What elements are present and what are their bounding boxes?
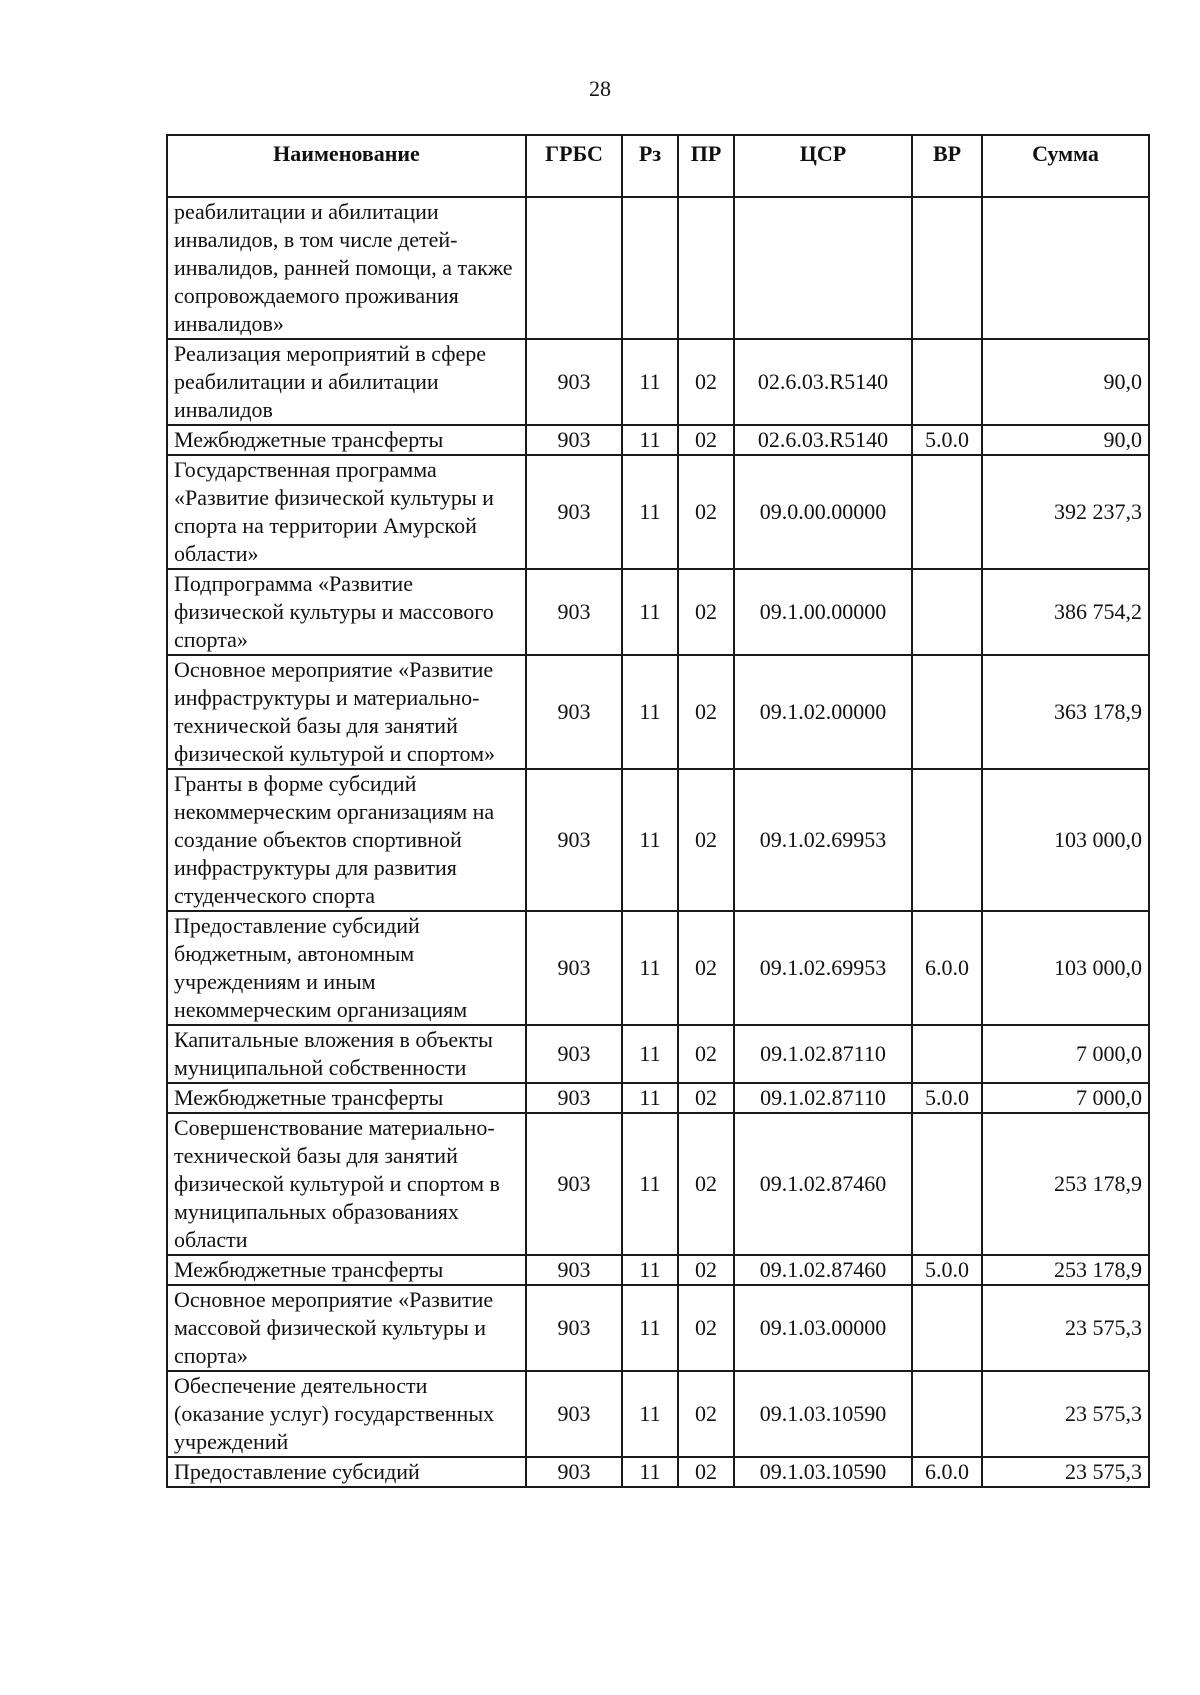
cell-pr: 02 <box>678 339 734 425</box>
cell-rz: 11 <box>622 425 678 455</box>
cell-vr <box>912 1371 982 1457</box>
cell-pr: 02 <box>678 1371 734 1457</box>
cell-vr <box>912 197 982 339</box>
cell-name: реабилитации и абилитации инвалидов, в том числе детей-инвалидов, ранней помощи, а также сопровождаемого проживания инвалидов» <box>167 197 526 339</box>
cell-csr: 09.1.02.69953 <box>734 911 912 1025</box>
cell-sum: 23 575,3 <box>982 1457 1149 1487</box>
cell-grbs: 903 <box>526 569 622 655</box>
cell-vr: 5.0.0 <box>912 425 982 455</box>
cell-vr: 5.0.0 <box>912 1083 982 1113</box>
cell-csr: 02.6.03.R5140 <box>734 339 912 425</box>
header-rz: Рз <box>622 135 678 197</box>
cell-rz: 11 <box>622 569 678 655</box>
budget-table <box>166 134 1150 1488</box>
cell-sum: 90,0 <box>982 339 1149 425</box>
cell-csr: 09.1.02.00000 <box>734 655 912 769</box>
cell-sum: 253 178,9 <box>982 1113 1149 1255</box>
header-sum: Сумма <box>982 135 1149 197</box>
cell-rz: 11 <box>622 1113 678 1255</box>
cell-vr: 6.0.0 <box>912 1457 982 1487</box>
cell-name: Государственная программа «Развитие физической культуры и спорта на территории Амурской области» <box>167 455 526 569</box>
cell-csr: 09.0.00.00000 <box>734 455 912 569</box>
cell-vr <box>912 569 982 655</box>
cell-csr: 09.1.02.87460 <box>734 1113 912 1255</box>
cell-grbs <box>526 197 622 339</box>
cell-csr: 09.1.02.69953 <box>734 769 912 911</box>
cell-pr: 02 <box>678 425 734 455</box>
table-row <box>167 197 1149 339</box>
cell-pr: 02 <box>678 1113 734 1255</box>
table-row <box>167 339 1149 425</box>
cell-name: Подпрограмма «Развитие физической культуры и массового спорта» <box>167 569 526 655</box>
cell-rz <box>622 197 678 339</box>
table-row <box>167 455 1149 569</box>
cell-name: Основное мероприятие «Развитие инфраструктуры и материально-технической базы для занятий физической культурой и спортом» <box>167 655 526 769</box>
cell-sum: 90,0 <box>982 425 1149 455</box>
cell-grbs: 903 <box>526 1113 622 1255</box>
cell-name: Реализация мероприятий в сфере реабилитации и абилитации инвалидов <box>167 339 526 425</box>
table-row <box>167 425 1149 455</box>
cell-vr <box>912 1113 982 1255</box>
cell-pr: 02 <box>678 911 734 1025</box>
cell-grbs: 903 <box>526 1371 622 1457</box>
cell-pr: 02 <box>678 1255 734 1285</box>
cell-grbs: 903 <box>526 455 622 569</box>
header-grbs: ГРБС <box>526 135 622 197</box>
cell-csr: 09.1.02.87460 <box>734 1255 912 1285</box>
cell-name: Предоставление субсидий <box>167 1457 526 1487</box>
cell-grbs: 903 <box>526 1457 622 1487</box>
cell-pr: 02 <box>678 1457 734 1487</box>
cell-rz: 11 <box>622 1025 678 1083</box>
cell-pr: 02 <box>678 1025 734 1083</box>
cell-sum: 23 575,3 <box>982 1285 1149 1371</box>
table-row <box>167 1285 1149 1371</box>
cell-csr: 09.1.03.00000 <box>734 1285 912 1371</box>
header-pr: ПР <box>678 135 734 197</box>
table-row <box>167 1457 1149 1487</box>
cell-csr: 09.1.03.10590 <box>734 1457 912 1487</box>
cell-sum: 253 178,9 <box>982 1255 1149 1285</box>
cell-vr <box>912 339 982 425</box>
cell-csr: 09.1.00.00000 <box>734 569 912 655</box>
cell-sum: 7 000,0 <box>982 1025 1149 1083</box>
cell-sum: 386 754,2 <box>982 569 1149 655</box>
cell-grbs: 903 <box>526 339 622 425</box>
cell-csr: 09.1.02.87110 <box>734 1083 912 1113</box>
cell-name: Обеспечение деятельности (оказание услуг) государственных учреждений <box>167 1371 526 1457</box>
cell-vr <box>912 655 982 769</box>
cell-grbs: 903 <box>526 1025 622 1083</box>
cell-name: Основное мероприятие «Развитие массовой физической культуры и спорта» <box>167 1285 526 1371</box>
table-row <box>167 1083 1149 1113</box>
cell-pr: 02 <box>678 769 734 911</box>
table-row <box>167 1025 1149 1083</box>
table-row <box>167 569 1149 655</box>
cell-sum: 103 000,0 <box>982 769 1149 911</box>
cell-rz: 11 <box>622 455 678 569</box>
cell-name: Капитальные вложения в объекты муниципальной собственности <box>167 1025 526 1083</box>
cell-rz: 11 <box>622 769 678 911</box>
cell-name: Межбюджетные трансферты <box>167 1255 526 1285</box>
cell-grbs: 903 <box>526 425 622 455</box>
table-row <box>167 769 1149 911</box>
cell-grbs: 903 <box>526 1285 622 1371</box>
cell-rz: 11 <box>622 1285 678 1371</box>
cell-rz: 11 <box>622 339 678 425</box>
cell-sum: 23 575,3 <box>982 1371 1149 1457</box>
cell-sum: 103 000,0 <box>982 911 1149 1025</box>
cell-csr: 09.1.02.87110 <box>734 1025 912 1083</box>
cell-pr: 02 <box>678 655 734 769</box>
header-vr: ВР <box>912 135 982 197</box>
cell-pr <box>678 197 734 339</box>
cell-rz: 11 <box>622 1255 678 1285</box>
cell-vr <box>912 769 982 911</box>
cell-name: Совершенствование материально-технической базы для занятий физической культурой и спортом в муниципальных образованиях области <box>167 1113 526 1255</box>
cell-rz: 11 <box>622 1083 678 1113</box>
cell-name: Гранты в форме субсидий некоммерческим организациям на создание объектов спортивной инфраструктуры для развития студенческого спорта <box>167 769 526 911</box>
cell-pr: 02 <box>678 1285 734 1371</box>
cell-sum: 363 178,9 <box>982 655 1149 769</box>
table-row <box>167 1371 1149 1457</box>
cell-rz: 11 <box>622 1371 678 1457</box>
cell-csr <box>734 197 912 339</box>
cell-name: Межбюджетные трансферты <box>167 425 526 455</box>
cell-vr <box>912 1025 982 1083</box>
table-header-row <box>167 135 1149 197</box>
cell-vr <box>912 455 982 569</box>
cell-csr: 09.1.03.10590 <box>734 1371 912 1457</box>
cell-rz: 11 <box>622 655 678 769</box>
table-row <box>167 655 1149 769</box>
cell-vr: 5.0.0 <box>912 1255 982 1285</box>
header-csr: ЦСР <box>734 135 912 197</box>
cell-pr: 02 <box>678 1083 734 1113</box>
cell-rz: 11 <box>622 1457 678 1487</box>
table-row <box>167 911 1149 1025</box>
cell-csr: 02.6.03.R5140 <box>734 425 912 455</box>
cell-name: Предоставление субсидий бюджетным, автономным учреждениям и иным некоммерческим организациям <box>167 911 526 1025</box>
cell-rz: 11 <box>622 911 678 1025</box>
table-row <box>167 1113 1149 1255</box>
table-row <box>167 1255 1149 1285</box>
cell-sum <box>982 197 1149 339</box>
cell-grbs: 903 <box>526 655 622 769</box>
cell-grbs: 903 <box>526 1083 622 1113</box>
cell-grbs: 903 <box>526 769 622 911</box>
cell-grbs: 903 <box>526 911 622 1025</box>
cell-vr <box>912 1285 982 1371</box>
cell-pr: 02 <box>678 455 734 569</box>
header-name: Наименование <box>167 135 526 197</box>
cell-name: Межбюджетные трансферты <box>167 1083 526 1113</box>
cell-vr: 6.0.0 <box>912 911 982 1025</box>
page-number: 28 <box>589 76 611 101</box>
cell-sum: 7 000,0 <box>982 1083 1149 1113</box>
cell-pr: 02 <box>678 569 734 655</box>
cell-sum: 392 237,3 <box>982 455 1149 569</box>
cell-grbs: 903 <box>526 1255 622 1285</box>
